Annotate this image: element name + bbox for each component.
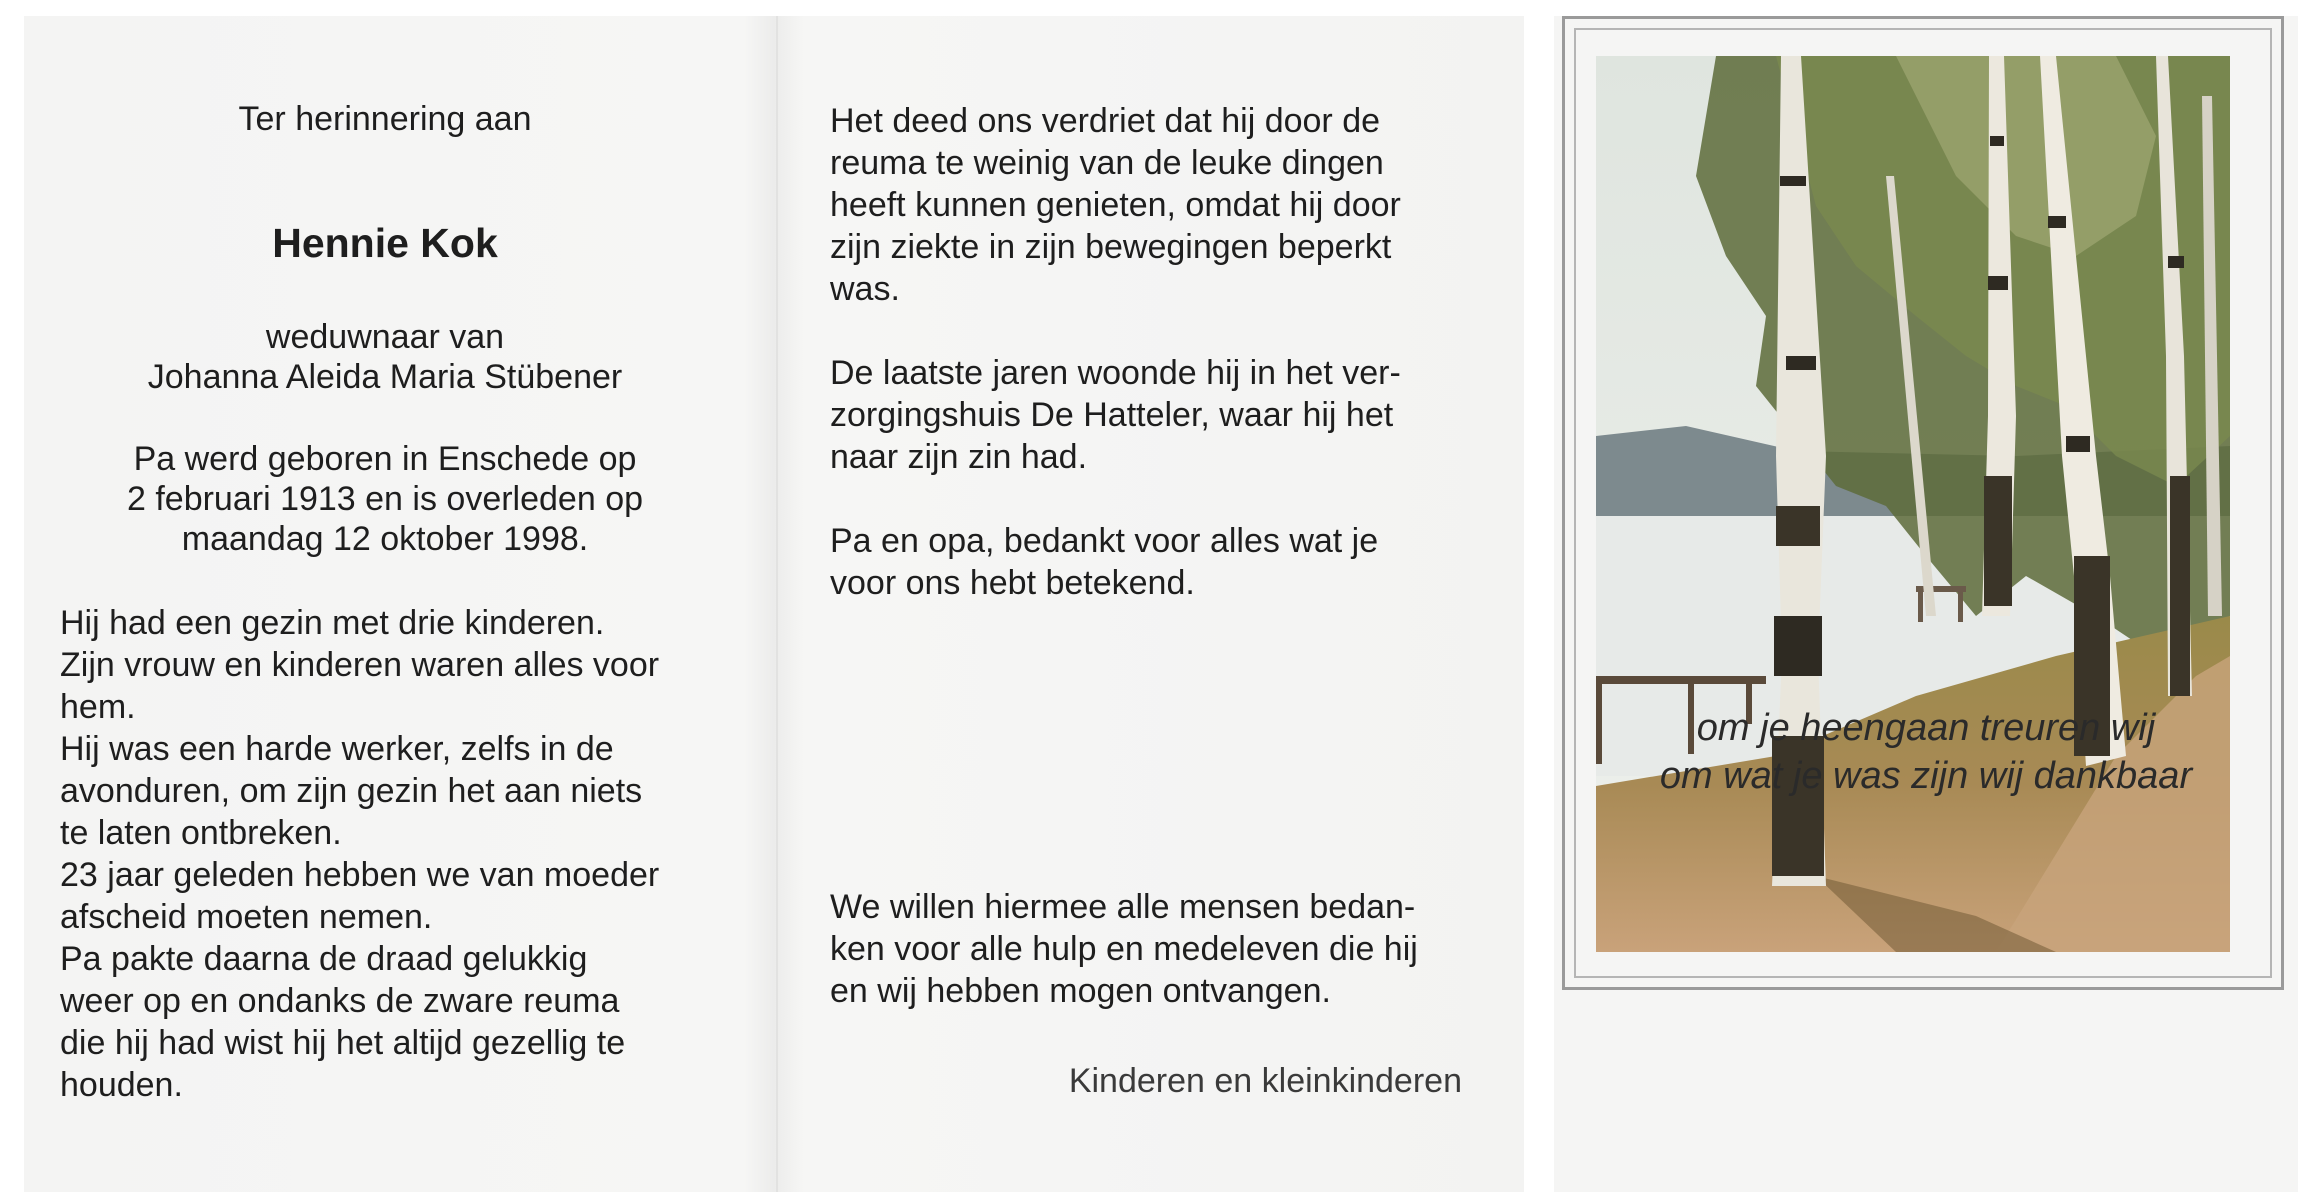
para-1-line: reuma te weinig van de leuke dingen	[830, 144, 1384, 182]
relation-line-1: weduwnaar van	[265, 318, 505, 356]
para-1-line: zijn ziekte in zijn bewegingen beperkt	[830, 228, 1392, 266]
bio-line: Hij was een harde werker, zelfs in de	[60, 730, 614, 768]
thanks-line: We willen hiermee alle mensen bedan-	[830, 888, 1416, 926]
para-2-line: De laatste jaren woonde hij in het ver-	[830, 354, 1401, 392]
prayer-card-inside	[24, 16, 1524, 1192]
thanks-line: en wij hebben mogen ontvangen.	[830, 972, 1331, 1010]
para-3-line: voor ons hebt betekend.	[830, 564, 1195, 602]
thanks-line: ken voor alle hulp en medeleven die hij	[830, 930, 1418, 968]
bio-line: afscheid moeten nemen.	[60, 898, 433, 936]
bio-line: Hij had een gezin met drie kinderen.	[60, 604, 605, 642]
birch-trees-lake-illustration	[1596, 56, 2230, 952]
para-3-line: Pa en opa, bedankt voor alles wat je	[830, 522, 1379, 560]
para-2-line: zorgingshuis De Hatteler, waar hij het	[830, 396, 1394, 434]
signature: Kinderen en kleinkinderen	[1068, 1062, 1462, 1100]
relation-line-2: Johanna Aleida Maria Stübener	[147, 358, 623, 396]
birch-trees-photo	[1596, 56, 2230, 952]
para-2-line: naar zijn zin had.	[830, 438, 1088, 476]
prayer-card-front	[1554, 16, 2298, 1192]
birth-line-3: maandag 12 oktober 1998.	[181, 520, 589, 558]
bio-line: 23 jaar geleden hebben we van moeder	[60, 856, 660, 894]
verse-line-2: om wat je was zijn wij dankbaar	[1659, 755, 2193, 797]
bio-line: houden.	[60, 1066, 183, 1104]
bio-line: Zijn vrouw en kinderen waren alles voor	[60, 646, 660, 684]
intro-text: Ter herinnering aan	[238, 100, 532, 138]
card-fold	[776, 16, 778, 1192]
verse-line-1: om je heengaan treuren wij	[1696, 707, 2156, 749]
bio-line: die hij had wist hij het altijd gezellig te	[60, 1024, 626, 1062]
left-panel	[60, 16, 710, 1192]
deceased-name: Hennie Kok	[272, 220, 498, 266]
para-1-line: Het deed ons verdriet dat hij door de	[830, 102, 1381, 140]
bio-line: avonduren, om zijn gezin het aan niets	[60, 772, 643, 810]
para-1-line: heeft kunnen genieten, omdat hij door	[830, 186, 1401, 224]
bio-line: te laten ontbreken.	[60, 814, 342, 852]
birth-line-1: Pa werd geboren in Enschede op	[133, 440, 637, 478]
bio-line: Pa pakte daarna de draad gelukkig	[60, 940, 588, 978]
birth-line-2: 2 februari 1913 en is overleden op	[126, 480, 644, 518]
para-1-line: was.	[830, 270, 900, 308]
middle-panel	[830, 16, 1462, 1192]
bio-line: hem.	[60, 688, 136, 726]
bio-line: weer op en ondanks de zware reuma	[60, 982, 620, 1020]
